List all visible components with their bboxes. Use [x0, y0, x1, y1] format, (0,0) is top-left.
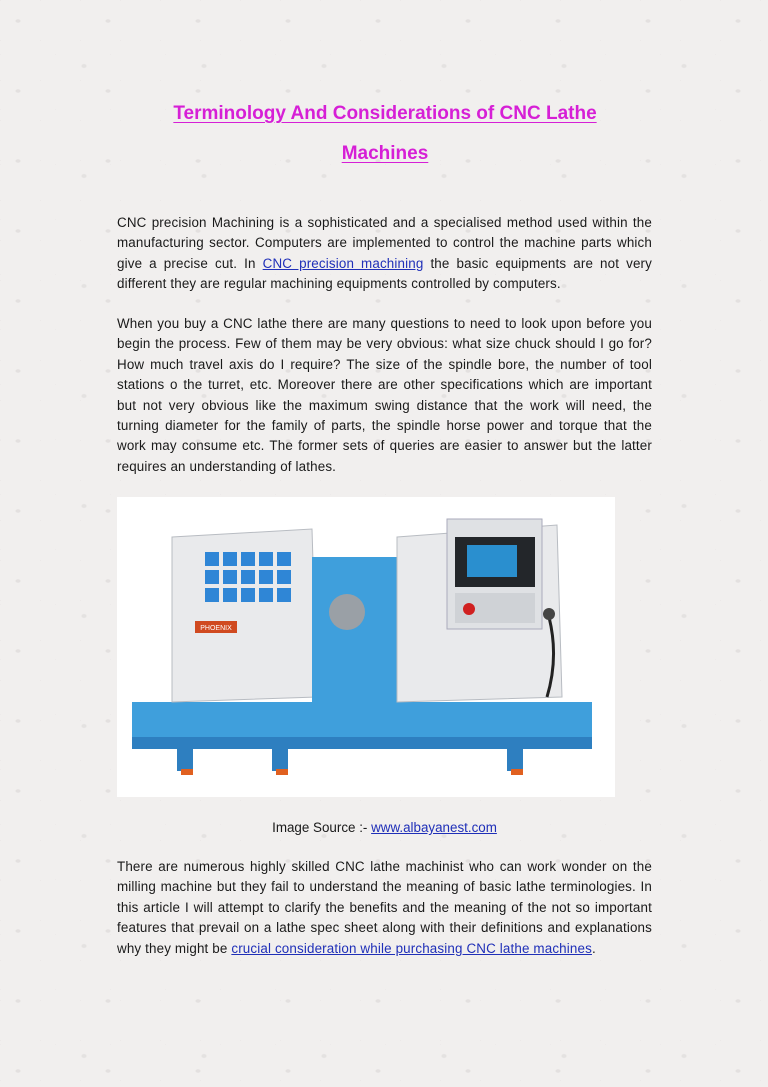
paragraph-text: CNC precision Machining is a sophisticated and a specialised method used within the manufacturing sector. Computers are implemented to control the machine parts which give a precise cut. In [117, 215, 652, 271]
image-caption [117, 820, 652, 835]
image-source-link[interactable]: www.albayanest.com [371, 820, 497, 835]
brand-label: PHOENIX [200, 625, 232, 632]
paragraph-article-intro [117, 857, 652, 959]
paragraph-text: There are numerous highly skilled CNC lathe machinist who can work wonder on the milling machine but they fail to understand the meaning of basic lathe terminologies. In this article I will attempt to clarify the benefits and the meaning of the not so important features that prevail on a lathe spec sheet along with their definitions and explanations why they might be [117, 859, 652, 956]
paragraph-intro [117, 213, 652, 295]
caption-label: Image Source :- [272, 820, 372, 835]
page-title-line-1: Terminology And Considerations of CNC Lathe [173, 103, 597, 124]
paragraph-text: the basic equipments are not very different they are regular machining equipments controlled by computers. [117, 255, 653, 292]
crucial-consideration-link[interactable]: crucial consideration while purchasing CNC lathe machines [231, 940, 592, 956]
paragraph-questions: When you buy a CNC lathe there are many questions to need to look upon before you begin the process. Few of them may be very obvious: what size chuck should I go for? How much travel axis do I require? The size of the spindle bore, the number of tool stations o the turret, etc. Moreover there are other specifications which are important but not very obvious like the maximum swing distance that the work will need, the turning diameter for the family of parts, the spindle horse power and torque that the work may consume etc. The former sets of queries are easier to answer but the latter requires an understanding of lathes. [117, 316, 652, 474]
paragraph-text: . [591, 940, 596, 956]
cnc-precision-machining-link[interactable]: CNC precision machining [262, 255, 424, 271]
cnc-lathe-image [117, 497, 615, 797]
page-title-line-2: Machines [341, 143, 429, 164]
